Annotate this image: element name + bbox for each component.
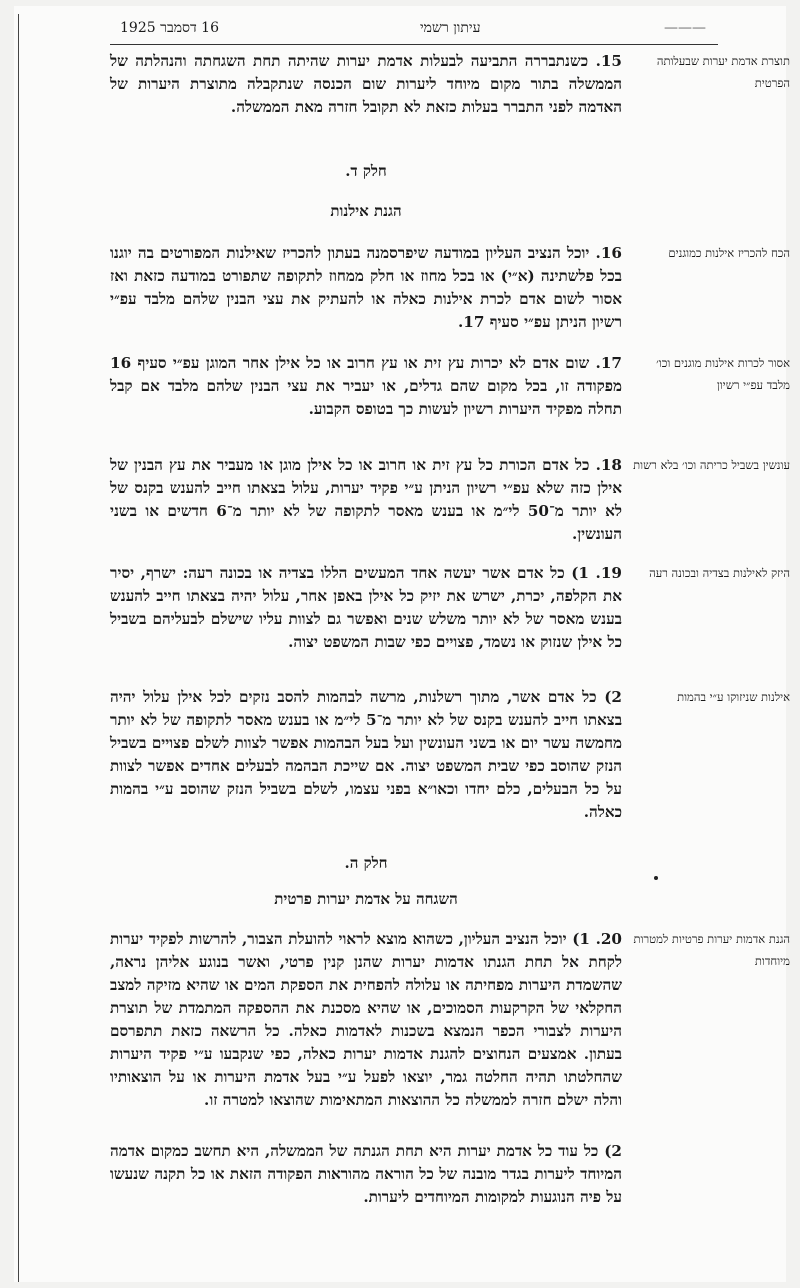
margin-note-20: הגנת אדמות יערות פרטיות למטרות מיוחדות <box>633 932 790 968</box>
header-date: 16 דסמבר 1925 <box>120 20 219 36</box>
stray-dot <box>654 876 658 880</box>
part-d-heading: חלק ד. <box>345 162 387 180</box>
section-18: 18. כל אדם הכורת כל עץ זית או חרוב או כל אילן מוגן או מעביר את עץ הבנין של אילן כזה שלא עפ״י רשיון הניתן ע״י פקיד יערות, עלול בצאתו חייב להענש בקנס של לא יותר מ־50 לי״מ או בענש מאסר לתקופה של לא יותר מ־6 חדשים או בשני העונשין. <box>110 456 622 543</box>
private-forest-heading: השגחה על אדמת יערות פרטית <box>274 890 458 908</box>
margin-note-19-2: אילנות שניזוקו ע״י בהמות <box>677 690 790 704</box>
section-19-1: 19. 1) כל אדם אשר יעשה אחד המעשים הללו בצדיה או בכונה רעה: ישרף, יסיר את הקלפה, יכרת, ישרש את יזיק כל אילן באפן אחר, עלול יהיה בצאתו חייב להענש בענש מאסר של לא יותר משלש שנים ואפשר גם לצוות עליו שישלם לבעליהם בשביל כל אילן שנזוק או נשמד, פצויים כפי שבות המשפט יצוה. <box>110 564 622 651</box>
part-e-heading: חלק ה. <box>344 854 388 872</box>
gazette-page <box>14 6 790 1282</box>
margin-note-16: הכח להכריז אילנות כמוגנים <box>668 246 790 260</box>
gazette-name: עיתון רשמי <box>420 20 481 36</box>
page-number: ——— <box>664 20 706 36</box>
section-20-1: 20. 1) יוכל הנציב העליון, כשהוא מוצא לראוי להועלת הצבור, להרשות לפקיד יערות לקחת אל תחת הגנתו אדמות יערות שהנן קנין פרטי, ואשר בנוגע אליהן נראה, שהשמדת היערות מפחיתה או עלולה להפחית את הספקת המים או שהיא מזיקה למצב החקלאי של הקרקעות הסמוכים, או שהיא מסכנת את ההספקה המתמדת של תוצרת היערות לצבורי הכפר הנמצא בשכנות לאדמות כאלה. כל הרשאה כזאת תתפרסם בעתון. אמצעים הנחוצים להגנת אדמות יערות כאלה, כפי שנקבעו ע״י פקיד היערות שהחלטתו תהיה החלטה גמר, יוצאו לפעל ע״י בעל אדמת היערות או על הוצאותיו והלה ישלם חזרה לממשלה כל ההוצאות המתאימות שהוצאו למטרה זו. <box>110 930 622 1109</box>
margin-note-18: עונשין בשביל כריתה וכו׳ בלא רשות <box>633 458 790 472</box>
section-17: 17. שום אדם לא יכרות עץ זית או עץ חרוב או כל אילן אחר המוגן עפ״י סעיף 16 מפקודה זו, בכל מקום שהם גדלים, או יעביר את עצי הבנין שלהם מלבד אם קבל תחלה מפקיד היערות רשיון לעשות כך בטופס הקבוע. <box>110 354 622 418</box>
margin-note-17: אסור לכרות אילנות מוגנים וכו׳ מלבד עפ״י רשיון <box>656 356 790 392</box>
margin-note-15: תוצרת אדמת יערות שבעלותה הפרטית <box>656 54 790 90</box>
left-rule <box>18 14 19 1282</box>
section-16: 16. יוכל הנציב העליון במודעה שיפרסמנה בעתון להכריז שאילנות המפורטים בה יוגנו בכל פלשתינה (א״י) או בכל מחוז או חלק ממחוז לתקופה שתפורט במודעה כזאת ואז אסור לשום אדם לכרת אילנות כאלה או להעתיק את עצי הבנין שלהם מלבד עפ״י רשיון הניתן עפ״י סעיף 17. <box>110 244 622 331</box>
section-19-2: 2) כל אדם אשר, מתוך רשלנות, מרשה לבהמות להסב נזקים לכל אילן עלול יהיה בצאתו חייב להענש בקנס של לא יותר מ־5 לי״מ או בענש מאסר לתקופה של לא יותר מחמשה עשר יום או בשני העונשין ועל בעל הבהמות אפשר לצוות לשלם פצויים בשביל הנזק שהוסב כפי שבית המשפט יצוה. אם שייכת הבהמה לבעלים אחדים אפשר לצוות על כל הבעלים, כלם יחדו וכאו״א בפני עצמו, לשלם בשביל הנזק שהוסב ע״י בהמות כאלה. <box>110 688 623 821</box>
section-15: 15. כשנתבררה התביעה לבעלות אדמת יערות שהיתה תחת השגחתה והנהלתה של הממשלה בתור מקום מיוחד ליערות שום הכנסה שנתקבלה מתוצרת היערות של האדמה לפני התברר בעלות כזאת לא תקובל חזרה מאת הממשלה. <box>110 52 622 116</box>
section-20-2: 2) כל עוד כל אדמת יערות היא תחת הגנתה של הממשלה, היא תחשב כמקום אדמה המיוחד ליערות בגדר מובנה של כל הוראה מהוראות הפקודה הזאת או כל תקנה שנעשו על פיה הנוגעות למקומות המיוחדים ליערות. <box>110 1142 622 1206</box>
tree-protection-heading: הגנת אילנות <box>330 202 402 220</box>
page-header <box>110 14 718 45</box>
margin-note-19: היזק לאילנות בצדיה ובכונה רעה <box>649 566 790 580</box>
